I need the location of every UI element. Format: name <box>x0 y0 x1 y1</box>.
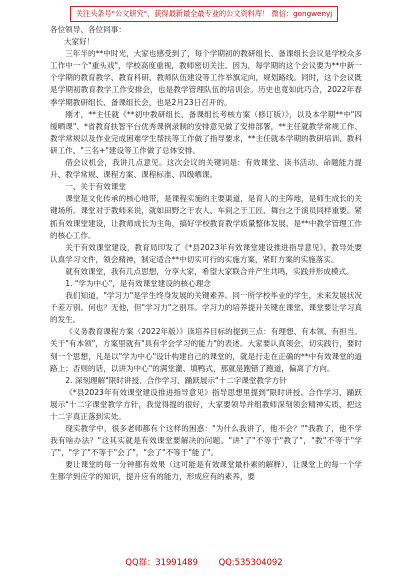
paragraph: 就有效课堂，我有几点思想，分享大家，希望大家联合并产生共鸣，实践并形成模式。 <box>65 266 354 276</box>
paragraph: 刚才，**主任就《**初中教研组长、备课组长考核方案（修订版）》，以及本学期**中"四缓晒课"、*省教育扶智平台优秀课例录制的安排意见做了安排部署，**主任就教学常规工作、教学常规以及作业完成困难学生帮扶等工作做了指导要求，**主任就本学期的教研培训、教科研工作、"三名+"建设等工作做了总体安排。 <box>50 109 362 155</box>
paragraph: 我们知道，"学习力"是学生终身发展的关键素养。同一所学校毕业的学生，未来发展状况千差万别。何也？无他，但"学习力"之别耳。学习力的培养提升关键在课堂，课堂要让学习真的发生。 <box>50 291 362 325</box>
section-heading: 一、关于有效课堂 <box>65 182 126 192</box>
paragraph: 《*县2023年有效课堂建设推进指导意见》指导思想里提到"限时讲授、合作学习、踊跃展示"十二字课堂教学方针，我觉得提的很好，大家要领导并组教师深刻领会精神实质，把这十二字真正落到实处。 <box>50 387 362 421</box>
paragraph: 现实教学中，很多老师都有个这样的困惑："为什么我讲了，他不会？""我教了，他不学我有啥办法？"这其实就是有效课堂要解决的问题。"讲"了"不等于"教了"，"教"不等于"学了"，"学了"不等于"会了"，"会了"不等于"能了"。 <box>50 424 362 458</box>
greeting: 大家好！ <box>64 37 95 47</box>
header-banner: 关注头条号"公文研究"，获得最新最全最专业的公文资料库！ 微信：gongwenyj <box>70 6 338 22</box>
footer-qq: QQ:535304092 <box>218 557 283 567</box>
paragraph: 要让课堂的每一分钟都有效果（这可能是有效课堂最朴素的解释），让课堂上的每一个学生都学到应学的知识，提升应有的能力，形成应有的素养，要 <box>50 460 362 482</box>
paragraph: 课堂是文化传承的核心地带，是课程实施的主要渠道，是育人的主阵地，是师生成长的关键场所。课堂对于教师来说，就如田野之于农人、车间之于工匠、舞台之于演员同样重要。紧抓有效课堂建设，让教师成长为主角，搞好学校教育教学质量整体发展，是**中教学管理工作的核心工作。 <box>50 194 362 240</box>
paragraph: 《义务教育课程方案（2022年版）》读培养目标的提到三点：有理想、有本领、有担当。关于"有本领"，方案里就有"具有学会学习的能力"的表述。大家要认真领会，切实践行，要时刻一个思想，凡是以"学为中心"设计构建自己的课堂的，就是行走在正确的**中有效课堂的道路上；否则的话，以讲为中心"的满堂灌、填鸭式，那就是跑错了跑道，偏离了方向。 <box>50 327 362 373</box>
footer-contact <box>0 556 408 568</box>
salutation: 各位领导、各位同事： <box>50 25 126 34</box>
document-body <box>50 24 362 484</box>
paragraph: 借会议机会，我讲几点意见。这次会议的关键词是：有效课堂、读书活动、命题能力提升、教学常规、课程方案、课程标准、四级晒课。 <box>50 158 362 180</box>
paragraph: 关于有效课堂建设，教育局印发了《*县2023年有效课堂建设推进指导意见》，教导处要认真学习文件，领会精神，制定适合**中切实可行的实施方案，紧盯方案的实施落实。 <box>50 242 362 264</box>
subsection-heading: 2. 深刻理解"限时讲授、合作学习、踊跃展示"十二字课堂教学方针 <box>65 375 287 385</box>
subsection-heading: 1. "学为中心"，是有效课堂建设的核心理念 <box>65 278 211 288</box>
footer-qq-group: QQ群：31991489 <box>125 557 198 567</box>
paragraph: 三年半的**中时光，大家也感受到了，每个学期初的教研组长、备课组长会议是学校众多工作中一个"重头戏"，学校高度重视，教师密切关注。因为，每学期的这个会议要为**中新一个学期的教育教学、教育科研、教师队伍建设等工作举旗定向，规划路线。同时，这个会议既是学期初教育教学工作安排会，也是教学管理队伍的培训会。历史也竟如此巧合，2022年春季学期教研组长、备课组长会，也是2月23日召开的。 <box>50 49 362 107</box>
